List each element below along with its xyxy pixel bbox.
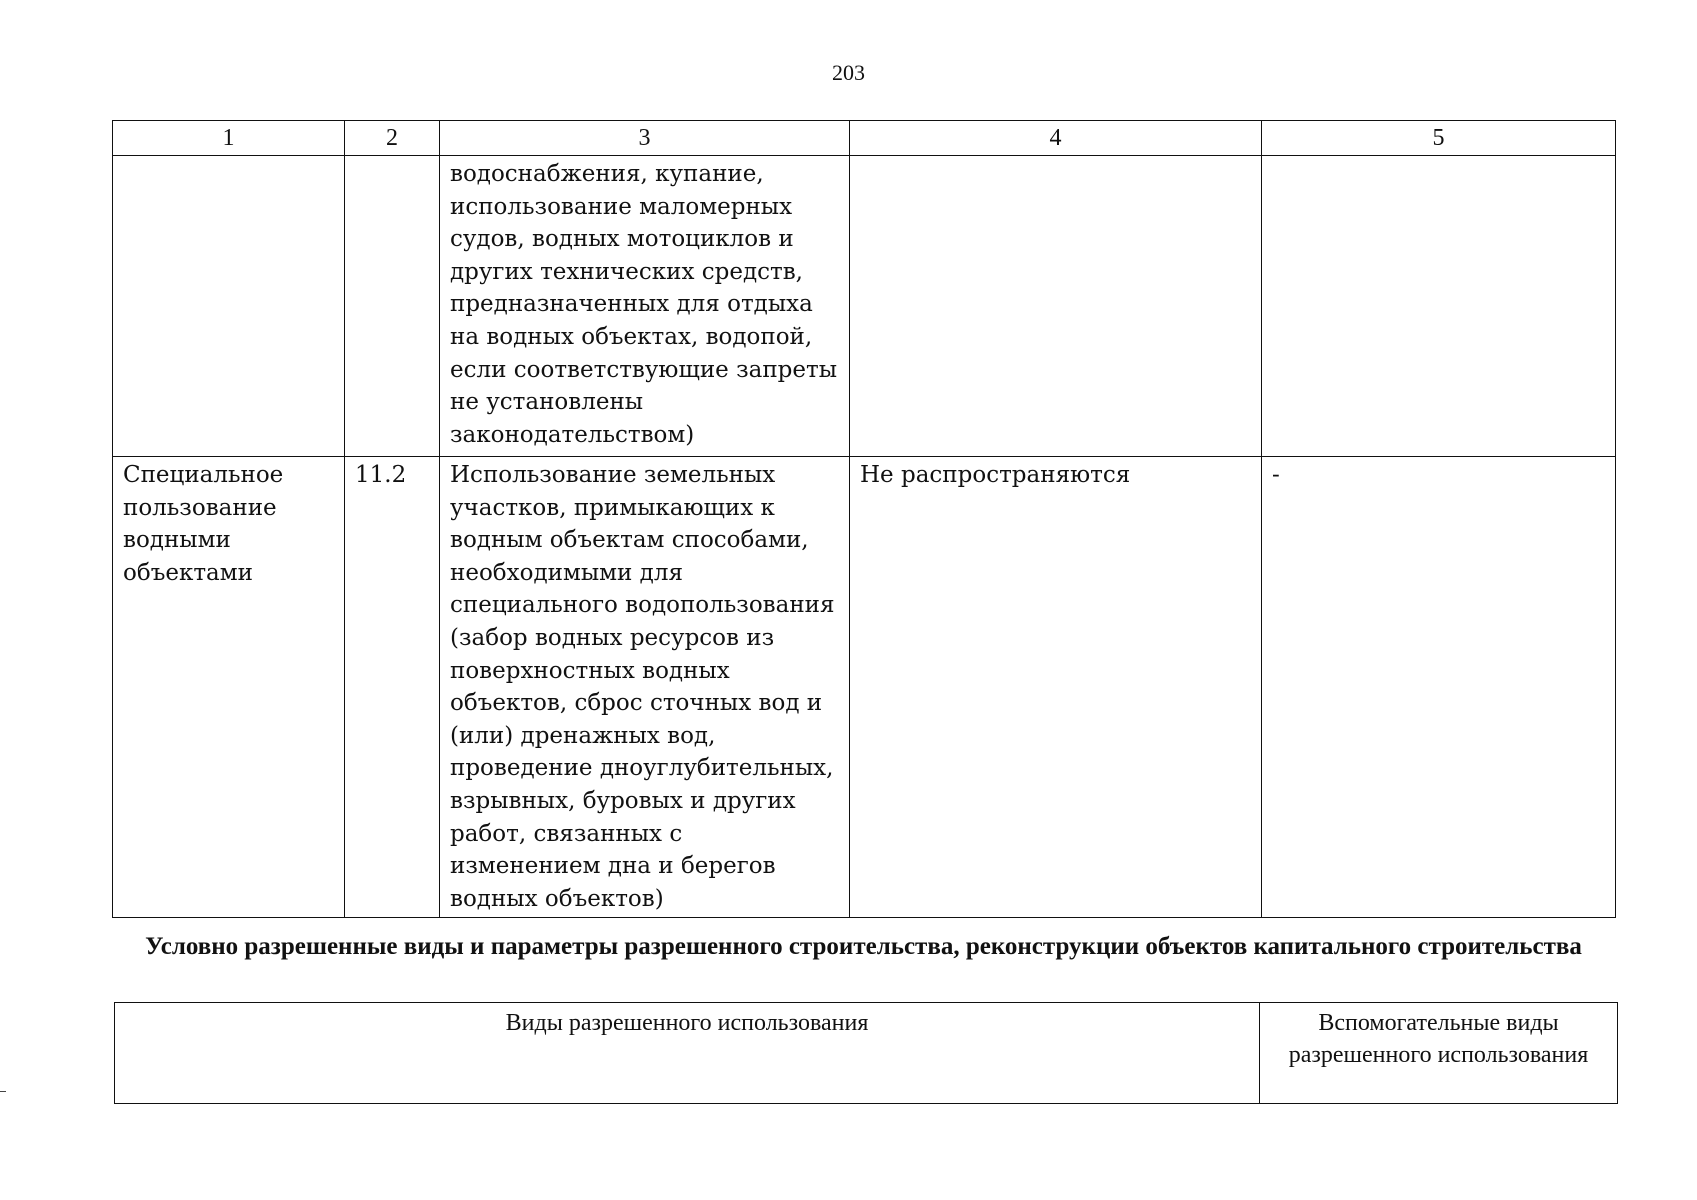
column-header-5: 5 (1262, 121, 1616, 156)
cell-use-type: Специальное пользование водными объектами (113, 457, 345, 918)
table-header-row (113, 121, 1616, 156)
column-header-4: 4 (850, 121, 1262, 156)
cell-parameters: Не распространяются (850, 457, 1262, 918)
table-header-row (115, 1003, 1618, 1104)
column-header-1: 1 (113, 121, 345, 156)
section-title: Условно разрешенные виды и параметры разрешенного строительства, реконструкции объектов капитального строительства (145, 933, 1582, 960)
scan-margin-mark (0, 1091, 6, 1092)
conditional-uses-table (114, 1002, 1618, 1104)
cell-description: водоснабжения, купание, использование маломерных судов, водных мотоциклов и других технических средств, предназначенных для отдыха на водных объектах, водопой, если соответствующие запреты не установлены законодательством) (440, 156, 850, 457)
column-header-2: 2 (345, 121, 440, 156)
cell-code: 11.2 (345, 457, 440, 918)
column-header-3: 3 (440, 121, 850, 156)
page-number: 203 (832, 60, 865, 85)
cell-description: Использование земельных участков, примыкающих к водным объектам способами, необходимыми для специального водопользования (забор водных ресурсов из поверхностных водных объектов, сброс сточных вод и (или) дренажных вод, проведение дноуглубительных, взрывных, буровых и других работ, связанных с изменением дна и берегов водных объектов) (440, 457, 850, 918)
cell-use-type (113, 156, 345, 457)
cell-restrictions (1262, 156, 1616, 457)
cell-restrictions: - (1262, 457, 1616, 918)
header-auxiliary-uses: Вспомогательные виды разрешенного использования (1260, 1003, 1618, 1104)
cell-parameters (850, 156, 1262, 457)
cell-code (345, 156, 440, 457)
header-permitted-uses: Виды разрешенного использования (115, 1003, 1260, 1104)
table-row-special-water-use (113, 457, 1616, 918)
table-row-continuation (113, 156, 1616, 457)
zoning-table (112, 120, 1616, 918)
